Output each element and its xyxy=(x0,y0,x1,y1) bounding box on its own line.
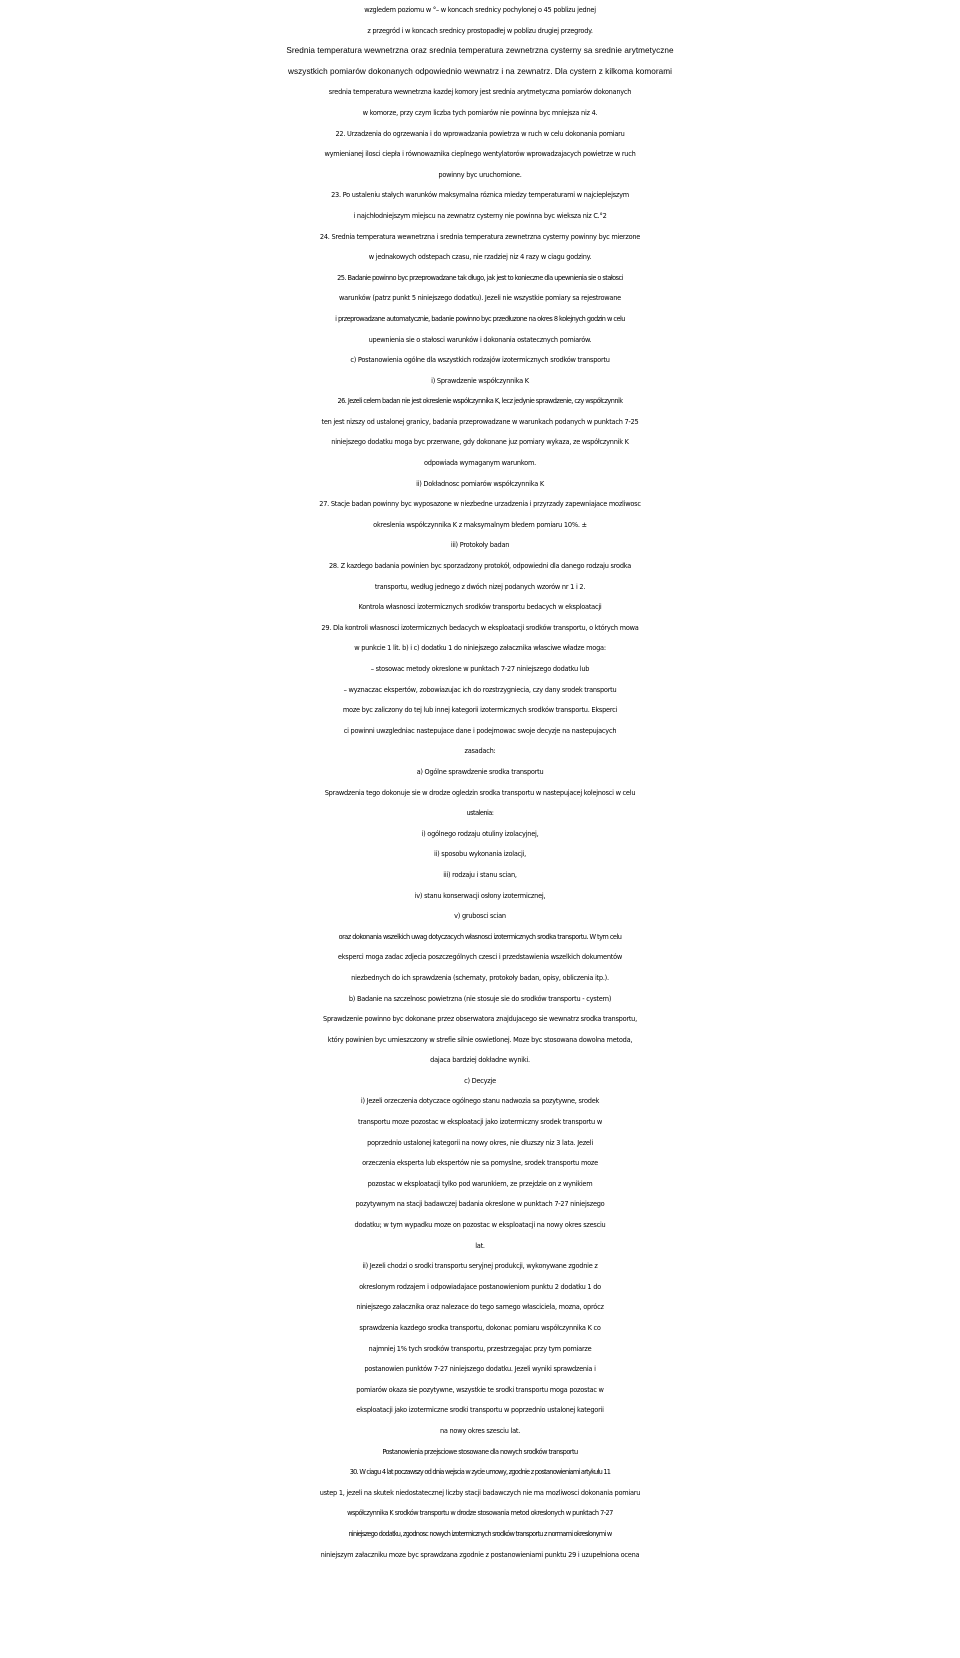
text-line: dodatku; w tym wypadku moze on pozostac w eksploatacji na nowy okres szesciu xyxy=(354,1221,606,1230)
text-line: oraz dokonania wszelkich uwag dotyczacych własnosci izotermicznych srodka transportu. W tym celu xyxy=(338,932,622,941)
text-line: i przeprowadzane automatycznie, badanie powinno byc przedłuzone na okres 8 kolejnych godzin w celu xyxy=(335,314,625,323)
text-line: srednia temperatura wewnetrzna kazdej komory jest srednia arytmetyczna pomiarów dokonanych xyxy=(328,88,632,97)
text-line: eksploatacji jako izotermiczne srodki transportu w poprzednio ustalonej kategorii xyxy=(356,1406,604,1415)
text-line: dajaca bardziej dokładne wyniki. xyxy=(430,1056,530,1065)
text-line: pozostac w eksploatacji tylko pod warunkiem, ze przejdzie on z wynikiem xyxy=(367,1179,593,1188)
text-line: w jednakowych odstepach czasu, nie rzadziej niz 4 razy w ciagu godziny. xyxy=(368,253,592,262)
text-line: współczynnika K srodków transportu w drodze stosowania metod okreslonych w punktach 7-27 xyxy=(347,1509,613,1518)
text-line: niniejszego dodatku, zgodnosc nowych izotermicznych srodków transportu z normami okreslonymi w xyxy=(348,1529,612,1538)
text-line: najmniej 1% tych srodków transportu, przestrzegajac przy tym pomiarze xyxy=(368,1344,592,1353)
text-line: a) Ogólne sprawdzenie srodka transportu xyxy=(416,767,544,776)
text-line: ustalenia: xyxy=(466,809,494,818)
text-line: ii) sposobu wykonania izolacji, xyxy=(433,850,527,859)
text-line: 22. Urzadzenia do ogrzewania i do wprowadzania powietrza w ruch w celu dokonania pomiaru xyxy=(335,129,625,138)
text-line: niniejszym załaczniku moze byc sprawdzana zgodnie z postanowieniami punktu 29 i uzupełniona ocena xyxy=(320,1550,640,1559)
text-line: warunków (patrz punkt 5 niniejszego dodatku). Jezeli nie wszystkie pomiary sa rejestrowane xyxy=(339,294,621,303)
text-line: wzgledem poziomu w °– w koncach srednicy pochylonej o 45 poblizu jednej xyxy=(364,6,596,14)
text-line: moze byc zaliczony do tej lub innej kategorii izotermicznych srodków transportu. Eksperci xyxy=(342,706,618,715)
text-line: 28. Z kazdego badania powinien byc sporzadzony protokół, odpowiedni dla danego rodzaju srodka xyxy=(328,562,632,571)
text-line: lat. xyxy=(475,1241,485,1250)
text-line: 26. Jezeli celem badan nie jest okreslenie współczynnika K, lecz jedynie sprawdzenie, czy współczynnik xyxy=(337,397,623,406)
text-line: okreslonym rodzajem i odpowiadajace postanowieniom punktu 2 dodatku 1 do xyxy=(359,1282,601,1291)
text-line: c) Decyzje xyxy=(464,1076,496,1085)
text-line: wymienianej ilosci ciepła i równowaznika cieplnego wentylatorów wprowadzajacych powietrze w ruch xyxy=(324,150,636,159)
text-line: Postanowienia przejsciowe stosowane dla nowych srodków transportu xyxy=(382,1447,578,1456)
text-line: postanowien punktów 7-27 niniejszego dodatku. Jezeli wyniki sprawdzenia i xyxy=(364,1365,596,1374)
text-line: pozytywnym na stacji badawczej badania okreslone w punktach 7-27 niniejszego xyxy=(355,1200,605,1209)
text-line: 24. Srednia temperatura wewnetrzna i srednia temperatura zewnetrzna cysterny powinny byc mierzone xyxy=(319,232,641,241)
text-line: powinny byc uruchomione. xyxy=(438,170,522,179)
text-line: iii) Protokoły badan xyxy=(450,541,510,550)
text-line: Kontrola własnosci izotermicznych srodków transportu bedacych w eksploatacji xyxy=(358,603,602,612)
text-line: sprawdzenia kazdego srodka transportu, dokonac pomiaru współczynnika K co xyxy=(359,1324,601,1332)
document-body xyxy=(2,0,958,1565)
text-line: odpowiada wymaganym warunkom. xyxy=(423,459,536,468)
text-line: niezbednych do ich sprawdzenia (schematy, protokoły badan, opisy, obliczenia itp.). xyxy=(351,973,609,982)
text-line: ten jest nizszy od ustalonej granicy, badania przeprowadzane w warunkach podanych w punktach 7-25 xyxy=(321,417,639,426)
text-line: na nowy okres szesciu lat. xyxy=(439,1426,521,1435)
text-line: wszystkich pomiarów dokonanych odpowiednio wewnatrz i na zewnatrz. Dla cystern z kilkoma komorami xyxy=(288,66,672,76)
text-line: zasadach: xyxy=(464,747,496,756)
text-line: niniejszego dodatku moga byc przerwane, gdy dokonane juz pomiary wykaza, ze współczynnik K xyxy=(331,438,629,447)
text-line: niniejszego załacznika oraz nalezace do tego samego własciciela, mozna, oprócz xyxy=(356,1303,604,1312)
text-line: ci powinni uwzgledniac nastepujace dane i podejmowac swoje decyzje na nastepujacych xyxy=(343,726,617,735)
text-line: eksperci moga zadac zdjecia poszczególnych czesci i przedstawienia wszelkich dokumentów xyxy=(337,953,623,962)
text-line: i najchłodniejszym miejscu na zewnatrz cysterny nie powinna byc wieksza niz C.°2 xyxy=(353,211,607,220)
text-line: iii) rodzaju i stanu scian, xyxy=(443,870,517,879)
text-line: okreslenia współczynnika K z maksymalnym błedem pomiaru 10%. ± xyxy=(373,520,587,529)
text-line: poprzednio ustalonej kategorii na nowy okres, nie dłuzszy niz 3 lata. Jezeli xyxy=(367,1138,593,1147)
text-line: 23. Po ustaleniu stałych warunków maksymalna róznica miedzy temperaturami w najcieplejszym xyxy=(331,191,629,200)
text-line: z przegród i w koncach srednicy prostopadłej w poblizu drugiej przegrody. xyxy=(367,26,593,35)
text-line: ii) Jezeli chodzi o srodki transportu seryjnej produkcji, wykonywane zgodnie z xyxy=(362,1262,598,1271)
text-line: w komorze, przy czym liczba tych pomiarów nie powinna byc mniejsza niz 4. xyxy=(362,108,598,117)
text-line: 27. Stacje badan powinny byc wyposazone w niezbedne urzadzenia i przyrzady zapewniajace mozliwosc xyxy=(319,500,641,509)
text-line: i) Jezeli orzeczenia dotyczace ogólnego stanu nadwozia sa pozytywne, srodek xyxy=(360,1097,600,1106)
text-line: pomiarów okaza sie pozytywne, wszystkie te srodki transportu moga pozostac w xyxy=(356,1385,604,1394)
text-line: i) ogólnego rodzaju otuliny izolacyjnej, xyxy=(421,829,539,838)
text-line: w punkcie 1 lit. b) i c) dodatku 1 do niniejszego załacznika własciwe władze moga: xyxy=(354,644,606,653)
text-line: który powinien byc umieszczony w strefie silnie oswietlonej. Moze byc stosowana dowolna metoda, xyxy=(327,1035,633,1044)
text-line: iv) stanu konserwacji osłony izotermicznej, xyxy=(414,891,546,900)
text-line: – wyznaczac ekspertów, zobowiazujac ich do rozstrzygniecia, czy dany srodek transportu xyxy=(343,685,617,694)
text-line: 30. W ciagu 4 lat poczawszy od dnia wejscia w zycie umowy, zgodnie z postanowieniami artykułu 11 xyxy=(349,1468,611,1477)
text-line: Sprawdzenia tego dokonuje sie w drodze ogledzin srodka transportu w nastepujacej kolejnosci w celu xyxy=(324,788,636,797)
text-line: Srednia temperatura wewnetrzna oraz srednia temperatura zewnetrzna cysterny sa srednie arytmetyczne xyxy=(286,46,674,56)
text-line: ustep 1, jezeli na skutek niedostatecznej liczby stacji badawczych nie ma mozliwosci dokonania pomiaru xyxy=(319,1488,641,1497)
text-line: v) grubosci scian xyxy=(454,912,506,921)
text-line: Sprawdzenie powinno byc dokonane przez obserwatora znajdujacego sie wewnatrz srodka transportu, xyxy=(323,1015,637,1024)
text-line: transportu, według jednego z dwóch nizej podanych wzorów nr 1 i 2. xyxy=(374,582,586,591)
text-line: b) Badanie na szczelnosc powietrzna (nie stosuje sie do srodków transportu - cystern) xyxy=(348,994,612,1003)
text-line: orzeczenia eksperta lub ekspertów nie sa pomyslne, srodek transportu moze xyxy=(362,1159,598,1168)
text-line: ii) Dokładnosc pomiarów współczynnika K xyxy=(416,479,544,488)
text-line: c) Postanowienia ogólne dla wszystkich rodzajów izotermicznych srodków transportu xyxy=(350,356,610,365)
text-line: 25. Badanie powinno byc przeprowadzane tak długo, jak jest to konieczne dla upewnienia sie o stałosci xyxy=(337,273,623,282)
text-line: – stosowac metody okreslone w punktach 7-27 niniejszego dodatku lub xyxy=(370,665,590,673)
text-line: transportu moze pozostac w eksploatacji jako izotermiczny srodek transportu w xyxy=(358,1118,602,1127)
text-line: upewnienia sie o stałosci warunków i dokonania ostatecznych pomiarów. xyxy=(368,335,592,344)
text-line: 29. Dla kontroli własnosci izotermicznych bedacych w eksploatacji srodków transportu, o których mowa xyxy=(321,623,639,632)
text-line: i) Sprawdzenie współczynnika K xyxy=(431,376,529,385)
